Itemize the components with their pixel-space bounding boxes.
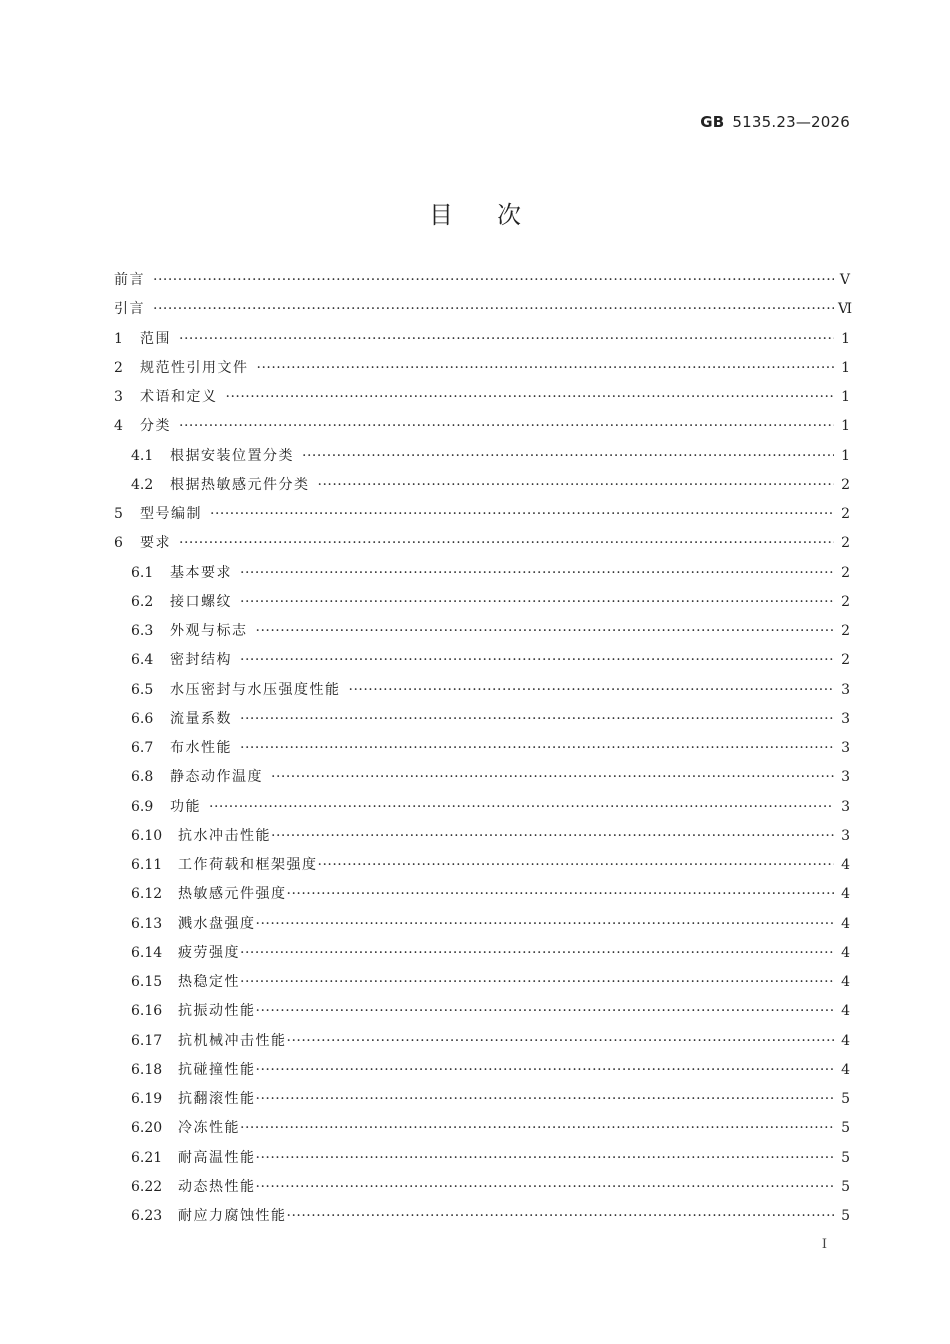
page-title: 目次 <box>429 201 565 229</box>
toc-entry-number: 6.12 <box>131 886 163 903</box>
toc-entry-label: 动态热性能 <box>178 1178 256 1195</box>
toc-leader-dots <box>240 974 834 990</box>
toc-leader-dots <box>226 389 835 405</box>
toc-entry-number: 6.9 <box>131 798 154 815</box>
table-of-contents <box>114 269 853 1234</box>
toc-entry-number: 6.4 <box>131 652 154 669</box>
toc-entry-number: 6.17 <box>131 1032 163 1049</box>
toc-entry-6-19[interactable] <box>114 1088 850 1117</box>
toc-entry-page: Ⅴ <box>839 272 850 288</box>
toc-entry-number: 6.20 <box>131 1120 163 1137</box>
toc-entry-number: 6.15 <box>131 974 163 990</box>
toc-entry-label: 范围 <box>140 330 171 347</box>
toc-leader-dots <box>256 916 835 932</box>
toc-entry-introduction[interactable] <box>114 298 853 327</box>
toc-entry-page: 5 <box>841 1208 850 1224</box>
toc-entry-6-10[interactable] <box>114 825 850 854</box>
toc-entry-6-8[interactable] <box>114 766 850 795</box>
toc-entry-label: 抗振动性能 <box>178 1003 256 1020</box>
toc-entry-3[interactable] <box>114 386 850 415</box>
toc-entry-number: 6.19 <box>131 1091 163 1107</box>
toc-entry-label: 疲劳强度 <box>178 944 240 961</box>
toc-leader-dots <box>256 1003 835 1019</box>
toc-entry-label: 基本要求 <box>170 564 232 581</box>
toc-entry-label: 布水性能 <box>170 740 232 756</box>
toc-entry-label: 前言 <box>114 272 145 288</box>
toc-leader-dots <box>240 565 834 581</box>
toc-leader-dots <box>287 1208 835 1224</box>
toc-entry-label: 分类 <box>140 418 171 435</box>
standard-code: 5135.23—2026 <box>732 113 850 131</box>
toc-entry-page: 4 <box>841 1003 850 1020</box>
toc-leader-dots <box>256 1150 835 1166</box>
toc-entry-page: 1 <box>841 418 850 435</box>
toc-entry-6-23[interactable] <box>114 1205 850 1234</box>
toc-entry-6-14[interactable] <box>114 942 850 971</box>
toc-entry-number: 5 <box>114 506 123 522</box>
toc-leader-dots <box>153 301 834 317</box>
toc-entry-label: 抗水冲击性能 <box>178 827 271 844</box>
toc-entry-label: 抗翻滚性能 <box>178 1091 256 1107</box>
toc-entry-number: 6.7 <box>131 740 154 756</box>
toc-entry-6-12[interactable] <box>114 883 850 912</box>
toc-entry-number: 6.18 <box>131 1061 163 1078</box>
toc-entry-6-18[interactable] <box>114 1059 850 1088</box>
toc-entry-6-6[interactable] <box>114 708 850 737</box>
toc-entry-label: 型号编制 <box>140 506 202 522</box>
toc-entry-label: 耐应力腐蚀性能 <box>178 1208 287 1224</box>
toc-entry-6-1[interactable] <box>114 562 850 591</box>
toc-entry-page: 1 <box>841 330 850 347</box>
toc-entry-6-20[interactable] <box>114 1117 850 1146</box>
toc-entry-page: 2 <box>841 476 850 493</box>
toc-entry-page: 1 <box>841 389 850 405</box>
toc-leader-dots <box>256 1091 835 1107</box>
toc-leader-dots <box>240 740 834 756</box>
toc-entry-page: 2 <box>841 652 850 669</box>
toc-entry-page: 4 <box>841 857 850 873</box>
toc-entry-number: 6.8 <box>131 769 154 786</box>
toc-entry-label: 外观与标志 <box>170 623 248 639</box>
toc-entry-number: 6.2 <box>131 593 154 610</box>
toc-entry-label: 引言 <box>114 301 145 318</box>
toc-entry-label: 热敏感元件强度 <box>178 886 287 903</box>
toc-leader-dots <box>179 418 834 434</box>
page-number: Ⅰ <box>821 1237 827 1252</box>
toc-entry-page: 2 <box>841 535 850 552</box>
toc-entry-number: 4.2 <box>131 476 154 493</box>
toc-entry-page: 3 <box>841 769 850 786</box>
toc-entry-4-1[interactable] <box>114 445 850 474</box>
toc-entry-number: 6.23 <box>131 1208 163 1224</box>
toc-entry-4-2[interactable] <box>114 474 850 503</box>
toc-entry-6-11[interactable] <box>114 854 850 883</box>
toc-entry-page: 5 <box>841 1091 850 1107</box>
toc-entry-page: 3 <box>841 827 850 844</box>
toc-entry-page: 1 <box>841 447 850 464</box>
toc-entry-number: 6.11 <box>131 857 163 873</box>
toc-entry-number: 4.1 <box>131 447 154 464</box>
toc-entry-5[interactable] <box>114 503 850 532</box>
toc-entry-page: 4 <box>841 915 850 932</box>
toc-leader-dots <box>240 1120 834 1136</box>
toc-entry-number: 4 <box>114 418 123 435</box>
toc-leader-dots <box>179 535 834 551</box>
toc-leader-dots <box>256 623 835 639</box>
toc-entry-number: 6.3 <box>131 623 154 639</box>
toc-leader-dots <box>240 594 834 610</box>
toc-entry-number: 3 <box>114 389 123 405</box>
toc-entry-label: 流量系数 <box>170 710 232 727</box>
toc-entry-page: 3 <box>841 798 850 815</box>
toc-entry-page: 3 <box>841 681 850 698</box>
toc-leader-dots <box>179 331 834 347</box>
standard-prefix: GB <box>700 113 725 131</box>
toc-entry-page: 5 <box>841 1149 850 1166</box>
toc-entry-number: 1 <box>114 330 123 347</box>
toc-entry-page: 4 <box>841 974 850 990</box>
toc-leader-dots <box>153 272 834 288</box>
toc-entry-1[interactable] <box>114 328 850 357</box>
toc-leader-dots <box>240 945 834 961</box>
toc-entry-6-4[interactable] <box>114 649 850 678</box>
standard-number <box>700 113 850 131</box>
toc-entry-page: Ⅵ <box>838 301 853 318</box>
toc-entry-page: 4 <box>841 1061 850 1078</box>
toc-leader-dots <box>209 799 834 815</box>
toc-entry-number: 6.5 <box>131 681 154 698</box>
toc-entry-page: 1 <box>841 359 850 376</box>
toc-entry-page: 5 <box>841 1178 850 1195</box>
toc-entry-number: 6.6 <box>131 710 154 727</box>
toc-entry-label: 冷冻性能 <box>178 1120 240 1137</box>
toc-entry-number: 6.16 <box>131 1003 163 1020</box>
toc-entry-6-2[interactable] <box>114 591 850 620</box>
toc-entry-6-9[interactable] <box>114 796 850 825</box>
toc-leader-dots <box>257 360 835 376</box>
toc-entry-page: 3 <box>841 740 850 756</box>
toc-leader-dots <box>210 506 834 522</box>
toc-leader-dots <box>256 1062 835 1078</box>
toc-entry-6-7[interactable] <box>114 737 850 766</box>
toc-entry-6-16[interactable] <box>114 1000 850 1029</box>
toc-entry-label: 密封结构 <box>170 652 232 669</box>
toc-entry-label: 水压密封与水压强度性能 <box>170 681 341 698</box>
toc-leader-dots <box>302 448 834 464</box>
toc-entry-page: 4 <box>841 1032 850 1049</box>
toc-entry-page: 2 <box>841 593 850 610</box>
toc-entry-label: 耐高温性能 <box>178 1149 256 1166</box>
toc-entry-label: 功能 <box>170 798 201 815</box>
toc-entry-label: 根据安装位置分类 <box>170 447 294 464</box>
toc-leader-dots <box>318 857 835 873</box>
toc-entry-6-22[interactable] <box>114 1176 850 1205</box>
toc-leader-dots <box>240 711 834 727</box>
toc-entry-number: 2 <box>114 359 123 376</box>
toc-entry-label: 规范性引用文件 <box>140 359 249 376</box>
toc-entry-page: 4 <box>841 886 850 903</box>
toc-entry-page: 3 <box>841 710 850 727</box>
toc-entry-label: 接口螺纹 <box>170 593 232 610</box>
toc-entry-number: 6.22 <box>131 1178 163 1195</box>
toc-leader-dots <box>271 769 834 785</box>
toc-entry-label: 工作荷载和框架强度 <box>178 857 318 873</box>
toc-entry-6-21[interactable] <box>114 1147 850 1176</box>
toc-leader-dots <box>287 886 835 902</box>
toc-entry-6-3[interactable] <box>114 620 850 649</box>
toc-leader-dots <box>240 652 834 668</box>
toc-entry-page: 4 <box>841 944 850 961</box>
toc-entry-label: 热稳定性 <box>178 974 240 990</box>
toc-entry-4[interactable] <box>114 415 850 444</box>
toc-entry-6-15[interactable] <box>114 971 850 1000</box>
toc-entry-foreword[interactable] <box>114 269 850 298</box>
toc-entry-6-17[interactable] <box>114 1030 850 1059</box>
toc-entry-number: 6.21 <box>131 1149 163 1166</box>
toc-entry-label: 溅水盘强度 <box>178 915 256 932</box>
toc-entry-label: 抗机械冲击性能 <box>178 1032 287 1049</box>
toc-entry-page: 5 <box>841 1120 850 1137</box>
toc-entry-page: 2 <box>841 623 850 639</box>
toc-leader-dots <box>256 1179 835 1195</box>
toc-entry-number: 6.13 <box>131 915 163 932</box>
toc-leader-dots <box>271 828 834 844</box>
toc-entry-label: 术语和定义 <box>140 389 218 405</box>
toc-entry-label: 根据热敏感元件分类 <box>170 476 310 493</box>
toc-leader-dots <box>287 1033 835 1049</box>
toc-entry-label: 要求 <box>140 535 171 552</box>
toc-entry-number: 6 <box>114 535 123 552</box>
toc-entry-2[interactable] <box>114 357 850 386</box>
toc-leader-dots <box>349 682 835 698</box>
toc-entry-6-13[interactable] <box>114 913 850 942</box>
toc-entry-page: 2 <box>841 506 850 522</box>
toc-leader-dots <box>318 477 835 493</box>
toc-entry-label: 抗碰撞性能 <box>178 1061 256 1078</box>
toc-entry-6-5[interactable] <box>114 679 850 708</box>
toc-entry-number: 6.1 <box>131 564 154 581</box>
toc-entry-number: 6.10 <box>131 827 163 844</box>
toc-entry-number: 6.14 <box>131 944 163 961</box>
toc-entry-page: 2 <box>841 564 850 581</box>
toc-entry-label: 静态动作温度 <box>170 769 263 786</box>
toc-entry-6[interactable] <box>114 532 850 561</box>
